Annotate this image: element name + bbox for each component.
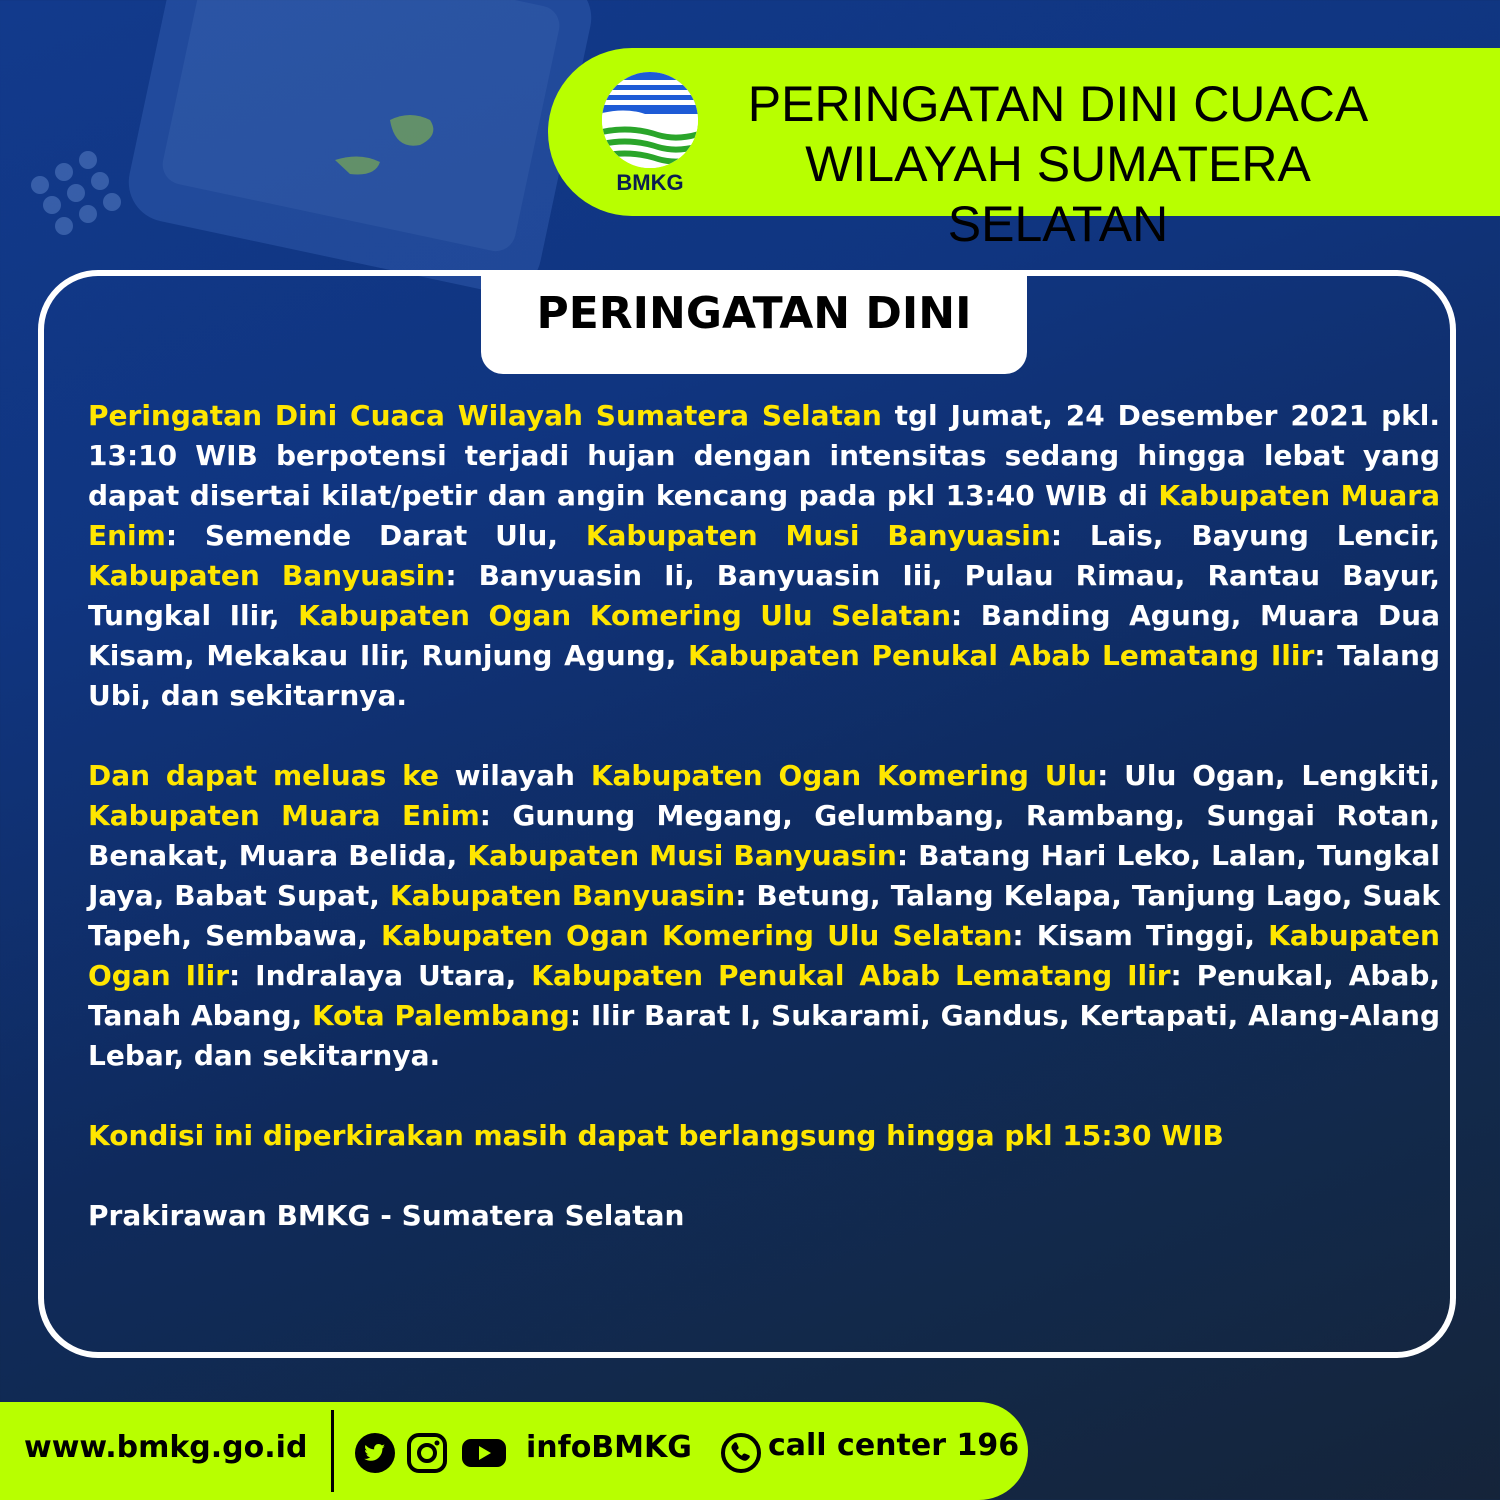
warning-paragraph-1 (88, 396, 1440, 716)
highlighted-region-text: Kabupaten Ogan Komering Ulu Selatan (381, 919, 1013, 952)
warning-paragraph-2 (88, 756, 1440, 1076)
header-banner (548, 48, 1500, 252)
warning-text-segment: : Banding Agung, Muara Dua Kisam, Mekakau Ilir, Runjung Agung, (88, 599, 1440, 672)
header-title (708, 74, 1408, 254)
warning-text-segment: tgl Jumat, 24 Desember 2021 pkl. 13:10 WIB berpotensi terjadi hujan dengan intensitas sedang hingga lebat yang dapat disertai kilat/petir dan angin kencang pada pkl 13:40 WIB di (88, 399, 1440, 512)
warning-text-segment: : Lais, Bayung Lencir, (1050, 519, 1440, 552)
highlighted-region-text: Kabupaten Banyuasin (88, 559, 446, 592)
duration-note: Kondisi ini diperkirakan masih dapat berlangsung hingga pkl 15:30 WIB (88, 1119, 1224, 1152)
footer-bar (0, 1402, 1028, 1500)
warning-text-segment: : Gunung Megang, Gelumbang, Rambang, Sungai Rotan, Benakat, Muara Belida, (88, 799, 1440, 872)
highlighted-region-text: Dan dapat meluas ke (88, 759, 439, 792)
warning-text-segment: : Ilir Barat I, Sukarami, Gandus, Kertapati, Alang-Alang Lebar, dan sekitarnya. (88, 999, 1440, 1072)
social-handle[interactable]: infoBMKG (526, 1430, 692, 1465)
header-title-line1: PERINGATAN DINI CUACA (747, 76, 1369, 132)
twitter-icon[interactable] (354, 1432, 396, 1474)
bmkg-logo (598, 70, 702, 196)
highlighted-region-text: Kabupaten Penukal Abab Lematang Ilir (688, 639, 1315, 672)
forecaster-signature: Prakirawan BMKG - Sumatera Selatan (88, 1199, 685, 1232)
call-center-text[interactable]: call center 196 (768, 1428, 1020, 1463)
highlighted-region-text: Kabupaten Ogan Komering Ulu (590, 759, 1098, 792)
warning-content (88, 396, 1440, 1236)
warning-text-segment: : Talang Ubi, dan sekitarnya. (88, 639, 1440, 712)
highlighted-region-text: Kota Palembang (311, 999, 570, 1032)
highlighted-region-text: Kabupaten Muara Enim (88, 799, 480, 832)
highlighted-region-text: Peringatan Dini Cuaca Wilayah Sumatera Selatan (88, 399, 882, 432)
highlighted-region-text: Kabupaten Banyuasin (389, 879, 736, 912)
header-title-line2: WILAYAH SUMATERA SELATAN (805, 136, 1311, 252)
website-link[interactable]: www.bmkg.go.id (24, 1430, 308, 1465)
youtube-icon[interactable] (460, 1432, 508, 1474)
warning-text-segment: : Ulu Ogan, Lengkiti, (1097, 759, 1441, 792)
highlighted-region-text: Kabupaten Penukal Abab Lematang Ilir (531, 959, 1171, 992)
warning-text-segment: : Kisam Tinggi, (1012, 919, 1269, 952)
warning-text-segment: : Semende Darat Ulu, (165, 519, 586, 552)
highlighted-region-text: Kabupaten Ogan Ilir (88, 919, 1440, 992)
bmkg-logo-icon (598, 70, 702, 170)
highlighted-region-text: Kabupaten Musi Banyuasin (467, 839, 897, 872)
warning-text-segment: : Batang Hari Leko, Lalan, Tungkal Jaya, Babat Supat, (88, 839, 1440, 912)
phone-icon (720, 1432, 762, 1474)
instagram-icon[interactable] (406, 1432, 448, 1474)
footer-divider (331, 1410, 334, 1492)
warning-text-segment: : Betung, Talang Kelapa, Tanjung Lago, Suak Tapeh, Sembawa, (88, 879, 1440, 952)
warning-text-segment: : Banyuasin Ii, Banyuasin Iii, Pulau Rimau, Rantau Bayur, Tungkal Ilir, (88, 559, 1440, 632)
highlighted-region-text: Kabupaten Muara Enim (88, 479, 1440, 552)
card-title-tab (481, 270, 1027, 374)
logo-text: BMKG (616, 170, 684, 195)
highlighted-region-text: Kabupaten Ogan Komering Ulu Selatan (298, 599, 951, 632)
warning-text-segment: : Indralaya Utara, (229, 959, 532, 992)
warning-text-segment: wilayah (438, 759, 591, 792)
highlighted-region-text: Kabupaten Musi Banyuasin (585, 519, 1051, 552)
warning-text-segment: : Penukal, Abab, Tanah Abang, (88, 959, 1441, 1032)
card-title: PERINGATAN DINI (536, 288, 972, 339)
